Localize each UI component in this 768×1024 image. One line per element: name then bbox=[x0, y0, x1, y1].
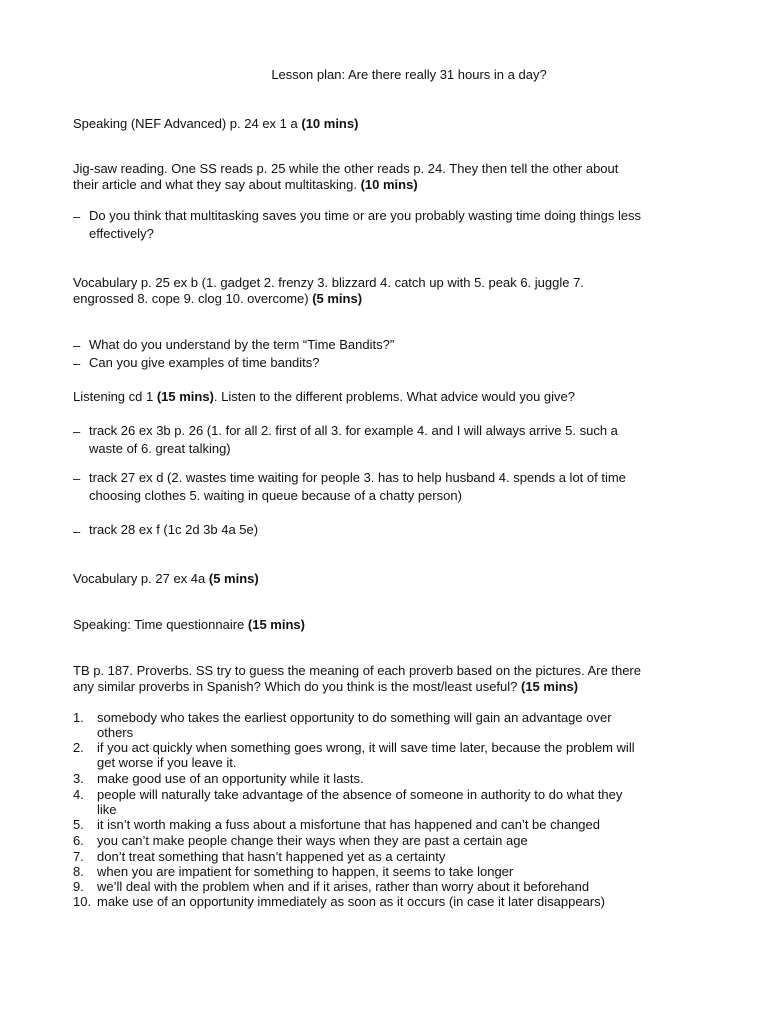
list-item: make use of an opportunity immediately as soon as it occurs (in case it later disappears) bbox=[97, 894, 605, 909]
proverbs-line-1: TB p. 187. Proverbs. SS try to guess the meaning of each proverb based on the pictures. Are there bbox=[73, 663, 641, 678]
track28-item: track 28 ex f (1c 2d 3b 4a 5e) bbox=[89, 522, 259, 537]
proverbs-text: any similar proverbs in Spanish? Which do you think is the most/least useful? bbox=[73, 679, 521, 694]
track26-line-2: waste of 6. great talking) bbox=[89, 441, 231, 456]
vocab2-time: (5 mins) bbox=[208, 571, 259, 586]
multitask-line-1: Do you think that multitasking saves you time or are you probably wasting time doing things less bbox=[89, 208, 642, 223]
page-title: Lesson plan: Are there really 31 hours in a day? bbox=[271, 67, 547, 82]
listening-text: Listening cd 1 bbox=[73, 389, 157, 404]
list-number: 10. bbox=[73, 894, 92, 909]
bandits-question-1: What do you understand by the term “Time Bandits?” bbox=[89, 337, 395, 352]
listening-rest: . Listen to the different problems. What advice would you give? bbox=[213, 389, 575, 404]
speaking2-text: Speaking: Time questionnaire bbox=[73, 617, 248, 632]
track26-line-1: track 26 ex 3b p. 26 (1. for all 2. first of all 3. for example 4. and I will always arrive 5. such a bbox=[89, 423, 618, 438]
proverbs-line-2 bbox=[73, 679, 698, 695]
list-item-line-2: like bbox=[97, 802, 117, 817]
list-number: 8. bbox=[73, 864, 84, 879]
proverbs-time: (15 mins) bbox=[521, 679, 579, 694]
bullet-dash: – bbox=[73, 338, 81, 353]
list-item: make good use of an opportunity while it lasts. bbox=[97, 771, 364, 786]
list-item bbox=[97, 787, 688, 817]
listening-time: (15 mins) bbox=[156, 389, 214, 404]
list-item: when you are impatient for something to happen, it seems to take longer bbox=[97, 864, 514, 879]
list-item-line-1: if you act quickly when something goes wrong, it will save time later, because the problem will bbox=[97, 740, 635, 755]
list-item: don’t treat something that hasn’t happened yet as a certainty bbox=[97, 849, 446, 864]
list-item bbox=[97, 740, 688, 770]
speaking-text: Speaking (NEF Advanced) p. 24 ex 1 a bbox=[73, 116, 302, 131]
jigsaw-text: their article and what they say about multitasking. bbox=[73, 177, 361, 192]
bandits-question-2: Can you give examples of time bandits? bbox=[89, 355, 320, 370]
jigsaw-line-2 bbox=[73, 177, 698, 193]
bullet-dash: – bbox=[73, 424, 81, 439]
bullet-dash: – bbox=[73, 356, 81, 371]
speaking-section bbox=[73, 116, 698, 132]
list-number: 9. bbox=[73, 879, 84, 894]
list-item-line-1: people will naturally take advantage of the absence of someone in authority to do what they bbox=[97, 787, 623, 802]
track27-line-2: choosing clothes 5. waiting in queue because of a chatty person) bbox=[89, 488, 462, 503]
list-number: 4. bbox=[73, 787, 84, 802]
track26-item bbox=[89, 422, 698, 458]
listening-section bbox=[73, 389, 698, 405]
list-item-line-2: others bbox=[97, 725, 134, 740]
list-item: you can’t make people change their ways when they are past a certain age bbox=[97, 833, 528, 848]
vocab1-line-1: Vocabulary p. 25 ex b (1. gadget 2. frenzy 3. blizzard 4. catch up with 5. peak 6. juggle 7. bbox=[73, 275, 584, 290]
speaking-time: (10 mins) bbox=[301, 116, 359, 131]
vocab1-line-2 bbox=[73, 291, 698, 307]
jigsaw-line-1: Jig-saw reading. One SS reads p. 25 while the other reads p. 24. They then tell the other about bbox=[73, 161, 619, 176]
list-number: 1. bbox=[73, 710, 84, 725]
vocab2-text: Vocabulary p. 27 ex 4a bbox=[73, 571, 209, 586]
bullet-dash: – bbox=[73, 471, 81, 486]
list-number: 7. bbox=[73, 849, 84, 864]
multitask-line-2: effectively? bbox=[89, 226, 154, 241]
list-number: 5. bbox=[73, 817, 84, 832]
list-item bbox=[97, 710, 688, 740]
vocab2-section bbox=[73, 571, 698, 587]
list-number: 6. bbox=[73, 833, 84, 848]
list-number: 2. bbox=[73, 740, 84, 755]
jigsaw-time: (10 mins) bbox=[360, 177, 418, 192]
bullet-dash: – bbox=[73, 209, 81, 224]
list-item: we’ll deal with the problem when and if it arises, rather than worry about it beforehand bbox=[97, 879, 590, 894]
track27-item bbox=[89, 469, 698, 505]
list-item: it isn’t worth making a fuss about a misfortune that has happened and can’t be changed bbox=[97, 817, 600, 832]
multitask-question bbox=[89, 207, 698, 243]
vocab1-time: (5 mins) bbox=[312, 291, 363, 306]
vocab1-text: engrossed 8. cope 9. clog 10. overcome) bbox=[73, 291, 313, 306]
list-item-line-2: get worse if you leave it. bbox=[97, 755, 237, 770]
list-number: 3. bbox=[73, 771, 84, 786]
bullet-dash: – bbox=[73, 524, 81, 539]
speaking2-section bbox=[73, 617, 698, 633]
list-item-line-1: somebody who takes the earliest opportunity to do something will gain an advantage over bbox=[97, 710, 612, 725]
speaking2-time: (15 mins) bbox=[247, 617, 305, 632]
track27-line-1: track 27 ex d (2. wastes time waiting for people 3. has to help husband 4. spends a lot of time bbox=[89, 470, 626, 485]
